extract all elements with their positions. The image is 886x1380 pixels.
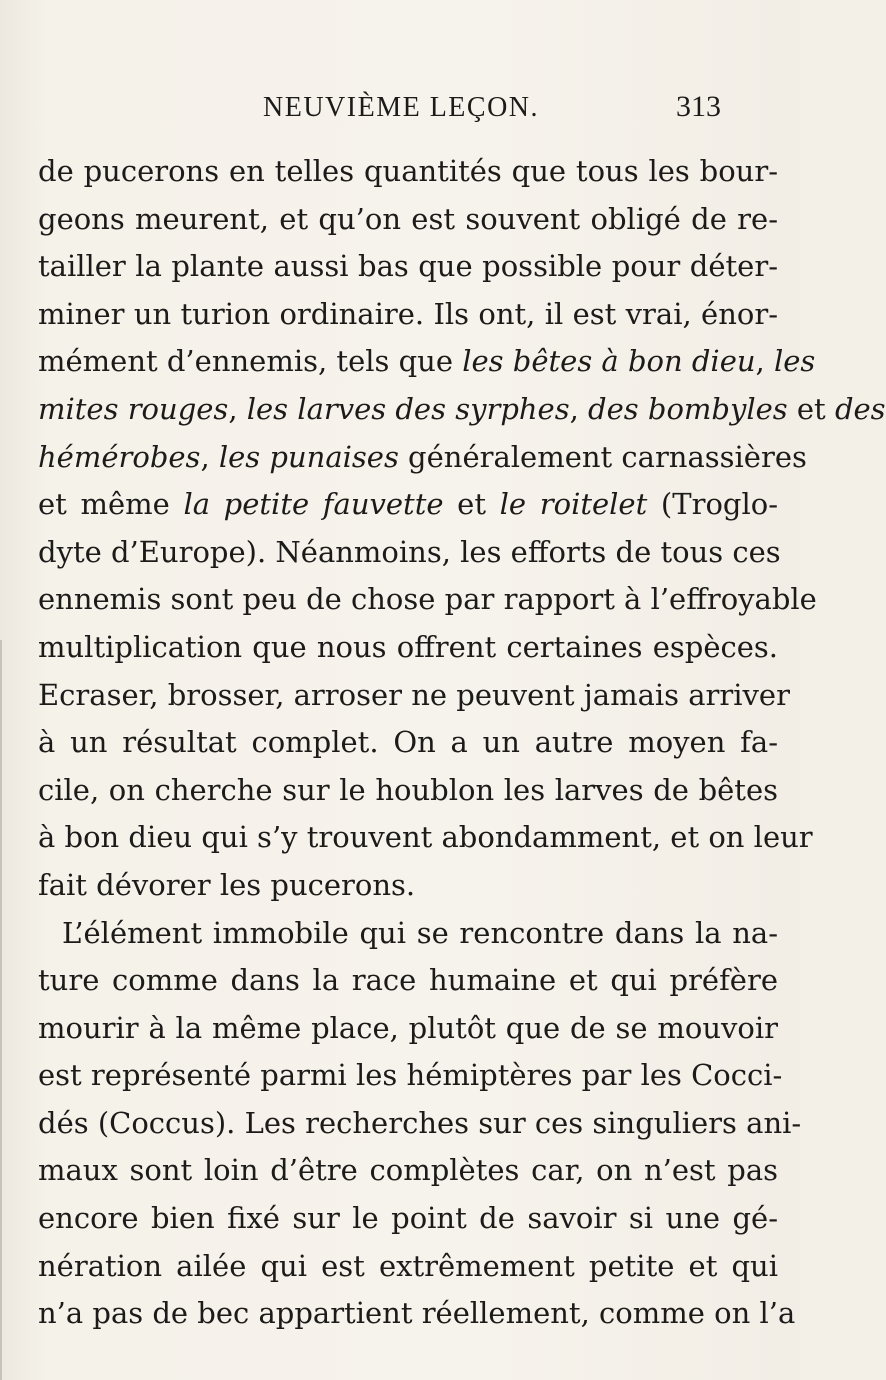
text-span: mourir à la même place, plutôt que de se mouvoir (38, 1010, 778, 1045)
italic-text-span: hémérobes (38, 439, 201, 474)
text-line (38, 1052, 783, 1100)
text-line (38, 434, 807, 482)
running-title: NEUVIÈME LEÇON. (263, 92, 540, 123)
text-line (38, 672, 790, 720)
text-line (38, 386, 886, 434)
text-span: (Troglo- (647, 487, 778, 522)
text-line (38, 1147, 778, 1195)
text-span: de pucerons en telles quantités que tous les bour- (38, 154, 778, 188)
text-span: tailler la plante aussi bas que possible pour déter- (38, 249, 778, 284)
text-span: multiplication que nous offrent certaines espèces. (38, 629, 778, 664)
text-line (38, 148, 778, 196)
italic-text-span: mites rouges (38, 391, 229, 426)
text-span: ture comme dans la race humaine et qui préfère (38, 963, 778, 998)
text-span: n’a pas de bec appartient réellement, comme on l’a (38, 1296, 796, 1331)
text-line (38, 196, 778, 244)
text-span: à un résultat complet. On a un autre moyen fa- (38, 725, 778, 760)
text-line (38, 1005, 778, 1053)
text-span: , (200, 439, 219, 474)
italic-text-span: les (773, 344, 816, 379)
italic-text-span: des (834, 391, 886, 426)
text-span: Ecraser, brosser, arroser ne peuvent jamais arriver (38, 677, 790, 712)
text-span: et même (38, 487, 184, 522)
text-span: dés (Coccus). Les recherches sur ces singuliers ani- (38, 1105, 802, 1140)
text-line (38, 910, 778, 958)
page-header (0, 92, 800, 132)
italic-text-span: la petite fauvette (183, 487, 444, 522)
text-span: , (569, 391, 589, 426)
text-line (38, 862, 778, 910)
text-span: maux sont loin d’être complètes car, on n’est pas (38, 1153, 778, 1188)
text-line (38, 1243, 778, 1291)
text-span: geons meurent, et qu’on est souvent obligé de re- (38, 201, 778, 236)
text-line (38, 291, 778, 339)
italic-text-span: les bêtes à bon dieu (462, 344, 756, 379)
text-span: L’élément immobile qui se rencontre dans la na- (62, 915, 778, 950)
text-span: encore bien fixé sur le point de savoir si une gé- (38, 1201, 778, 1236)
text-line (38, 338, 816, 386)
text-span: est représenté parmi les hémiptères par les Cocci- (38, 1058, 783, 1093)
text-span: et (787, 391, 835, 426)
text-span: à bon dieu qui s’y trouvent abondamment, et on leur (38, 820, 813, 855)
text-span: et (443, 487, 500, 522)
text-line (38, 814, 813, 862)
text-line (38, 481, 778, 529)
text-span: miner un turion ordinaire. Ils ont, il est vrai, énor- (38, 296, 778, 331)
page-gutter-edge (0, 640, 2, 1380)
italic-text-span: les larves des syrphes (246, 391, 570, 426)
text-line (38, 719, 778, 767)
body-text (38, 148, 886, 1338)
italic-text-span: des bombyles (588, 391, 788, 426)
text-span: ennemis sont peu de chose par rapport à l’effroyable (38, 582, 817, 617)
text-span: cile, on cherche sur le houblon les larves de bêtes (38, 772, 778, 807)
text-span: fait dévorer les pucerons. (38, 867, 416, 902)
italic-text-span: les punaises (218, 439, 399, 474)
text-span: , (228, 391, 247, 426)
text-line (38, 243, 778, 291)
text-span: généralement carnassières (398, 439, 807, 474)
page-number: 313 (676, 90, 721, 123)
text-span: , (755, 344, 774, 379)
text-span: dyte d’Europe). Néanmoins, les efforts de tous ces (38, 534, 781, 569)
text-line (38, 1195, 778, 1243)
text-line (38, 767, 778, 815)
text-line (38, 1290, 796, 1338)
text-line (38, 624, 778, 672)
text-line (38, 529, 781, 577)
text-span: mément d’ennemis, tels que (38, 344, 463, 379)
text-line (38, 576, 817, 624)
text-line (38, 1100, 802, 1148)
text-span: nération ailée qui est extrêmement petite et qui (38, 1248, 778, 1283)
text-line (38, 957, 778, 1005)
italic-text-span: le roitelet (499, 487, 648, 522)
